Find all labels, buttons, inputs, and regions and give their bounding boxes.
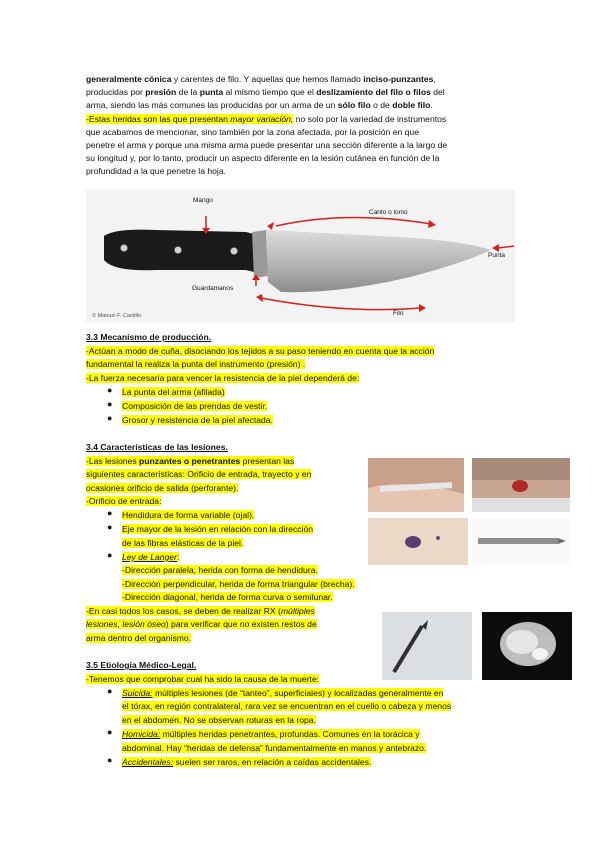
highlight: siguientes características: Orificio de entrada, trayecto y en — [86, 469, 312, 479]
s33-line-1 — [86, 345, 434, 358]
text-italic: mayor variación, — [230, 114, 294, 124]
highlight — [122, 729, 420, 739]
label-guardamanos: Guardamanos — [192, 285, 234, 292]
knife-diagram — [86, 190, 515, 322]
xray-photos — [382, 612, 572, 680]
text: múltiples heridas penetrantes, profundas. Comunes en la torácica y — [160, 729, 420, 739]
highlight: Composición de las prendas de vestir. — [122, 401, 268, 411]
intro-line-5: que acabamos de mencionar, sino también por la zona afectada, por la posición en que — [86, 127, 419, 137]
highlight: el tórax, en región contralateral, rara vez se encuentran en el cuello o cabeza y menos — [122, 701, 452, 711]
intro-line-1 — [86, 73, 436, 86]
text-italic: lesión óseo — [122, 619, 166, 629]
highlight: -La fuerza necesaria para vencer la resistencia de la piel dependerá de: — [86, 373, 360, 383]
text: . — [430, 100, 433, 110]
lesion-photos — [368, 458, 570, 565]
bullet-icon: ● — [107, 727, 113, 737]
text-italic-underline: Homicida: — [122, 729, 161, 739]
highlight: Hendidura de forma variable (ojal). — [122, 510, 255, 520]
highlight: arma dentro del organismo. — [86, 633, 192, 643]
intro-line-8: profundidad a la que penetre la hoja. — [86, 166, 226, 176]
bullet-icon: ● — [107, 385, 113, 395]
s35-suicida-3 — [122, 714, 316, 727]
s34-line-5 — [86, 605, 315, 618]
s35-homicida-2 — [122, 742, 426, 755]
highlight — [86, 456, 294, 466]
s34-direction-2 — [122, 578, 355, 591]
text: presentan las — [240, 456, 295, 466]
intro-line-7: su longitud y, por lo tanto, producir un aspecto diferente en la lesión cutánea en función de la — [86, 153, 440, 163]
text-italic: múltiples — [280, 606, 315, 616]
bolster-shape — [252, 230, 268, 278]
section-3-5-title: 3.5 Etiología Médico-Legal. — [86, 660, 197, 670]
highlight — [122, 757, 371, 767]
label-punta: Punta — [488, 252, 505, 259]
text: de la — [176, 87, 200, 97]
highlight: abdominal. Hay “heridas de defensa” fundamentalmente en manos y antebrazo. — [122, 743, 427, 753]
highlight: -Tenemos que comprobar cual ha sido la causa de la muerte: — [86, 674, 320, 684]
text: o de — [370, 100, 393, 110]
bullet-icon: ● — [107, 508, 113, 518]
text: y carentes de filo. Y aquellas que hemos llamado — [171, 74, 364, 84]
text-bold: generalmente cónica — [86, 74, 172, 84]
s34-line-2 — [86, 468, 311, 481]
text-italic: lesiones — [86, 619, 118, 629]
text-bold: presión — [145, 87, 177, 97]
text-bold: inciso-punzantes — [363, 74, 434, 84]
bullet-icon: ● — [107, 550, 113, 560]
s34-line-6 — [86, 618, 317, 631]
intro-line-4 — [86, 113, 446, 126]
bullet-icon: ● — [107, 522, 113, 532]
label-filo: Filo — [393, 310, 404, 317]
s35-suicida-1 — [122, 687, 443, 700]
highlight: -Dirección perpendicular, herida de forma triangular (brecha). — [122, 579, 355, 589]
s34-bullet-1 — [122, 509, 254, 522]
text: arma, siendo las más comunes las producidas por un arma de un — [86, 100, 338, 110]
highlight — [86, 606, 315, 616]
text: -En casi todos los casos, se deben de realizar RX ( — [86, 606, 281, 616]
highlight — [86, 114, 293, 124]
bullet-icon: ● — [107, 399, 113, 409]
text-bold: sólo filo — [337, 100, 371, 110]
text: ) para verificar que no existen restos de — [165, 619, 317, 629]
s35-suicida-2 — [122, 700, 451, 713]
label-canto: Canto o lomo — [369, 209, 408, 216]
text-bold: punta — [199, 87, 224, 97]
text: -Estas heridas son las que presentan — [86, 114, 231, 124]
highlight: La punta del arma (afilada) — [122, 387, 225, 397]
bullet-icon: ● — [107, 413, 113, 423]
text-bold: doble filo — [392, 100, 431, 110]
knife-credit: © Manuel F. Castillo — [92, 313, 141, 319]
s33-bullet-2 — [122, 400, 267, 413]
text: del — [430, 87, 445, 97]
section-3-4-title: 3.4 Características de las lesiones. — [86, 442, 228, 452]
bullet-icon: ● — [107, 686, 113, 696]
s34-line-1 — [86, 455, 294, 468]
text: suelen ser raros, en relación a caídas accidentales. — [173, 757, 372, 767]
s34-direction-3 — [122, 591, 333, 604]
highlight: -Dirección paralela, herida con forma de hendidura. — [122, 565, 318, 575]
text-italic-underline: Suicida: — [122, 688, 153, 698]
bullet-icon: ● — [107, 755, 113, 765]
lesion-photos-illustration — [368, 458, 570, 565]
s34-bullet-3 — [122, 551, 179, 564]
text: múltiples lesiones (de “tanteo”, superficiales) y localizadas generalmente en — [152, 688, 444, 698]
text-italic-underline: Ley de Langer — [122, 552, 177, 562]
s34-line-4 — [86, 495, 161, 508]
text-italic-underline: Accidentales: — [122, 757, 174, 767]
s33-line-3 — [86, 372, 359, 385]
text: producidas por — [86, 87, 146, 97]
highlight — [122, 688, 443, 698]
highlight: -Orificio de entrada: — [86, 496, 162, 506]
s35-homicida-1 — [122, 728, 420, 741]
s34-line-7 — [86, 632, 191, 645]
s33-bullet-1 — [122, 386, 225, 399]
highlight: Eje mayor de la lesión en relación con la dirección — [122, 524, 314, 534]
highlight — [86, 619, 317, 629]
highlight: -Actúan a modo de cuña, disociando los tejidos a su paso teniendo en cuenta que la acción — [86, 346, 435, 356]
section-3-3-title: 3.3 Mecanismo de producción. — [86, 332, 212, 342]
text: no solo por la variedad de instrumentos — [293, 114, 447, 124]
text: : — [176, 552, 180, 562]
highlight: en el abdomen. No se observan roturas en la ropa. — [122, 715, 316, 725]
highlight: fundamental la realiza la punta del instrumento (presión) . — [86, 359, 306, 369]
highlight — [122, 552, 179, 562]
label-mango: Mango — [193, 197, 213, 204]
xray-illustration — [382, 612, 572, 680]
intro-line-6: penetre el arma y porque una misma arma puede presentar una sección diferente a la largo de — [86, 140, 448, 150]
s34-direction-1 — [122, 564, 318, 577]
s33-bullet-3 — [122, 414, 273, 427]
intro-line-2 — [86, 86, 445, 99]
text-bold: deslizamiento del filo o filos — [316, 87, 431, 97]
s34-bullet-2a — [122, 523, 313, 536]
s35-line-1 — [86, 673, 319, 686]
text: , — [117, 619, 123, 629]
text: al mismo tiempo que el — [223, 87, 317, 97]
highlight: de las fibras elásticas de la piel. — [122, 538, 244, 548]
intro-line-3 — [86, 99, 433, 112]
text: , — [433, 74, 436, 84]
s34-bullet-2b — [122, 537, 243, 550]
s33-line-2 — [86, 358, 305, 371]
text-bold: punzantes o penetrantes — [139, 456, 241, 466]
highlight: Grosor y resistencia de la piel afectada. — [122, 415, 273, 425]
text: -Las lesiones — [86, 456, 140, 466]
s35-accidentales — [122, 756, 371, 769]
s34-line-3 — [86, 482, 238, 495]
highlight: ocasiones orificio de salida (perforante). — [86, 483, 239, 493]
highlight: -Dirección diagonal, herida de forma curva o semilunar. — [122, 592, 333, 602]
knife-illustration — [86, 190, 515, 322]
